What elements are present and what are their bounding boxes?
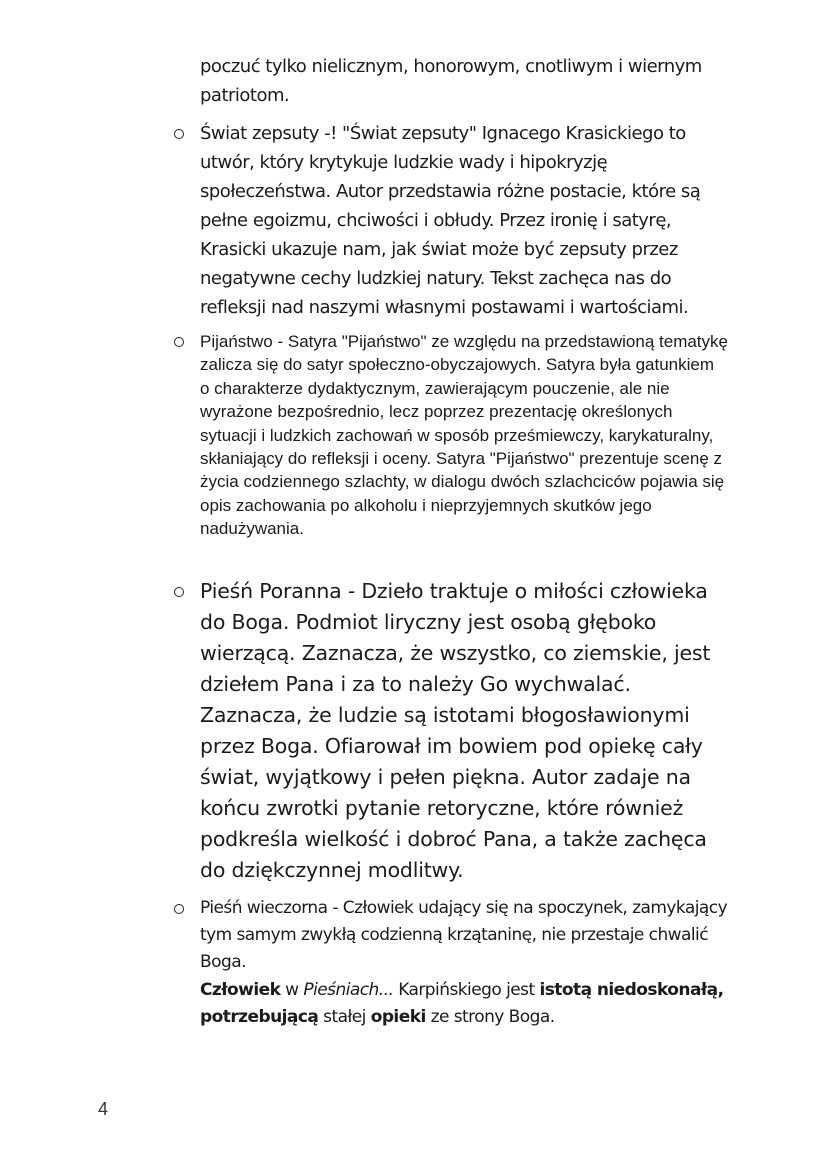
plain-text: Karpińskiego jest	[393, 979, 540, 1000]
list-item-extra-paragraph	[200, 977, 728, 1032]
list-item-pijanstwo	[200, 330, 728, 541]
list-item-text: Pieśń wieczorna - Człowiek udający się na spoczynek, zamykający tym samym zwykłą codzienną krzątaninę, nie przestaje chwalić Boga.	[200, 897, 728, 973]
list-item-text: Pijaństwo - Satyra "Pijaństwo" ze względu na przedstawioną tematykę zalicza się do satyr społeczno-obyczajowych. Satyra była gatunkiem o charakterze dydaktycznym, zawierającym pouczenie, ale nie wyrażone bezpośrednio, lecz poprzez prezentację określonych sytuacji i ludzkich zachowań w sposób prześmiewczy, karykaturalny, skłaniający do refleksji i oceny. Satyra "Pijaństwo" prezentuje scenę z życia codziennego szlachty, w dialogu dwóch szlachciców pojawia się opis zachowania po alkoholu i nieprzyjemnych skutków jego nadużywania.	[200, 332, 728, 539]
list-item-swiat-zepsuty	[200, 119, 728, 322]
list-item-text: Świat zepsuty -! "Świat zepsuty" Ignacego Krasickiego to utwór, który krytykuje ludzkie wady i hipokryzję społeczeństwa. Autor przedstawia różne postacie, które są pełne egoizmu, chciwości i obłudy. Przez ironię i satyrę, Krasicki ukazuje nam, jak świat może być zepsuty przez negatywne cechy ludzkiej natury. Tekst zachęca nas do refleksji nad naszymi własnymi postawami i wartościami.	[200, 123, 701, 318]
continuation-text: poczuć tylko nielicznym, honorowym, cnotliwym i wiernym patriotom.	[200, 56, 702, 106]
bold-text: istotą niedoskonałą, potrzebującą	[200, 979, 724, 1028]
plain-text: w	[280, 979, 304, 1000]
hollow-circle-bullet-icon	[174, 904, 184, 914]
plain-text: stałej	[318, 1007, 371, 1028]
hollow-circle-bullet-icon	[174, 587, 184, 597]
list-item-piesn-poranna	[200, 576, 728, 886]
page-number: 4	[98, 1099, 109, 1119]
page-content	[200, 52, 728, 1032]
hollow-circle-bullet-icon	[174, 129, 184, 139]
plain-text: ze strony Boga.	[425, 1007, 555, 1028]
italic-text: Pieśniach...	[303, 979, 394, 1000]
list-item-piesn-wieczorna	[200, 895, 728, 1032]
list-item-text: Pieśń Poranna - Dzieło traktuje o miłości człowieka do Boga. Podmiot liryczny jest osobą głęboko wierzącą. Zaznacza, że wszystko, co ziemskie, jest dziełem Pana i za to należy Go wychwalać. Zaznacza, że ludzie są istotami błogosławionymi przez Boga. Ofiarował im bowiem pod opiekę cały świat, wyjątkowy i pełen piękna. Autor zadaje na końcu zwrotki pytanie retoryczne, które również podkreśla wielkość i dobroć Pana, a także zachęca do dziękczynnej modlitwy.	[200, 578, 711, 882]
bold-text: Człowiek	[200, 979, 281, 1000]
bold-text: opieki	[370, 1007, 426, 1028]
hollow-circle-bullet-icon	[174, 337, 184, 347]
